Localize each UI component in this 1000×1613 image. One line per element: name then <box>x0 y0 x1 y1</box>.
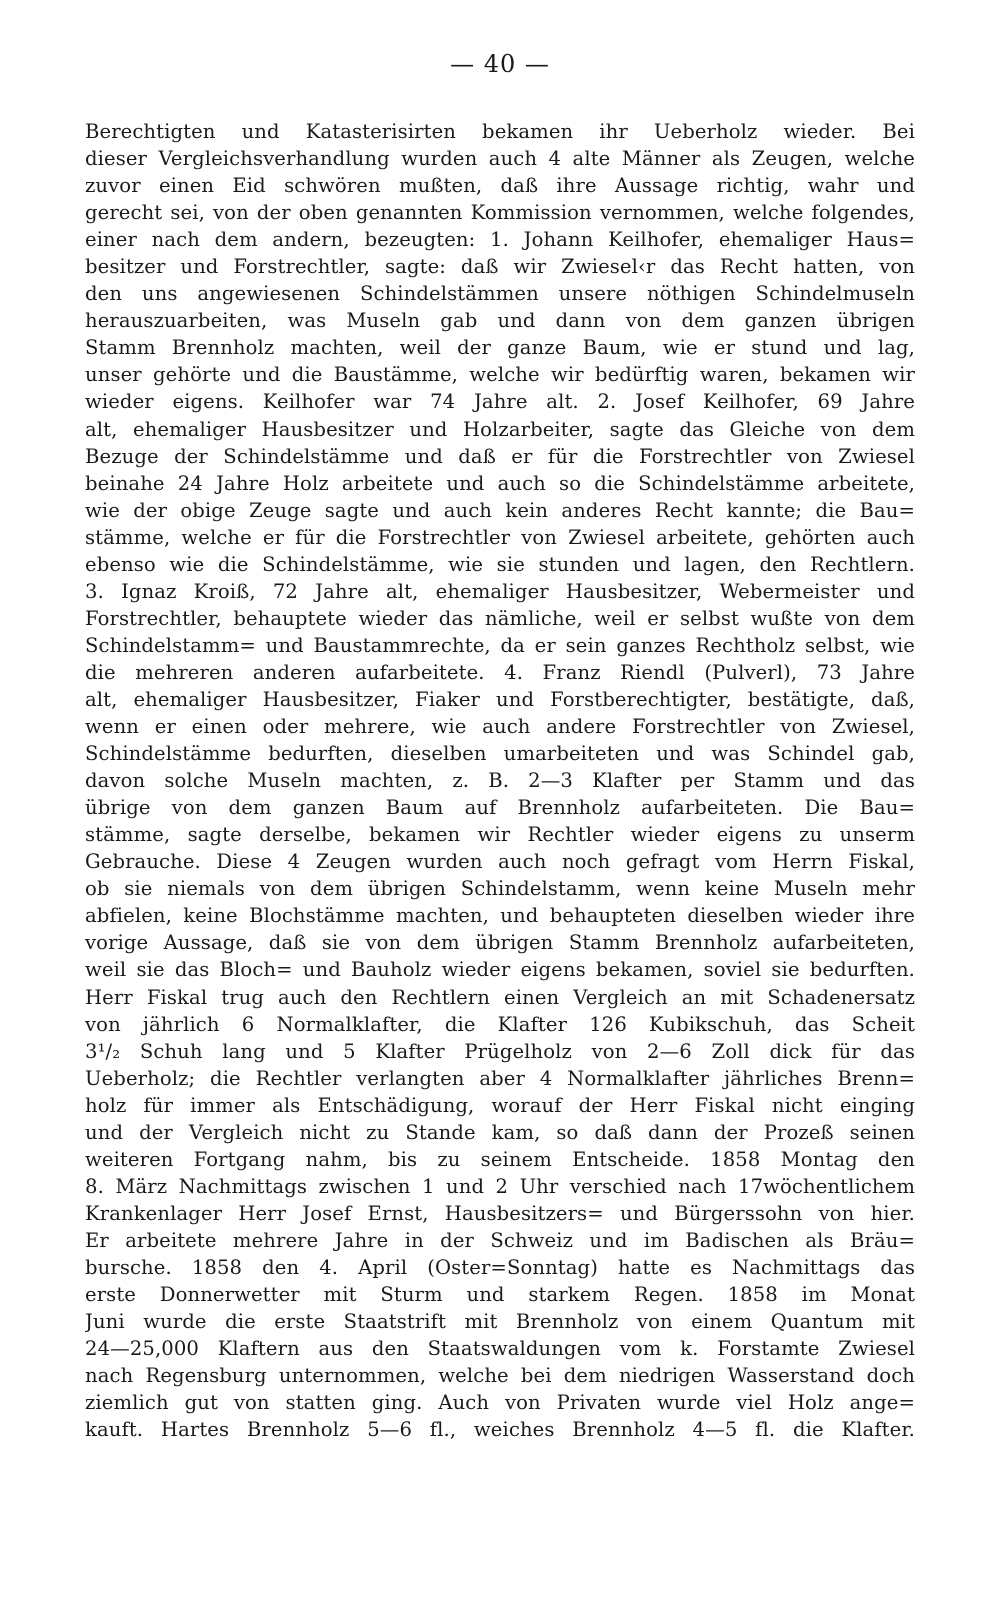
text-line: 3¹/₂ Schuh lang und 5 Klafter Prügelholz von 2—6 Zoll dick für das <box>85 1039 915 1063</box>
text-line: Ueberholz; die Rechtler verlangten aber 4 Normalklafter jährliches Brenn= <box>85 1066 915 1090</box>
text-line: alt, ehemaliger Hausbesitzer und Holzarbeiter, sagte das Gleiche von dem <box>85 417 915 441</box>
text-line: unser gehörte und die Baustämme, welche wir bedürftig waren, bekamen wir <box>85 363 915 387</box>
text-line: Forstrechtler, behauptete wieder das nämliche, weil er selbst wußte von dem <box>85 606 915 630</box>
text-line: 24—25,000 Klaftern aus den Staatswaldungen vom k. Forstamte Zwiesel <box>85 1337 915 1361</box>
text-line: bursche. 1858 den 4. April (Oster=Sonntag) hatte es Nachmittags das <box>85 1255 915 1279</box>
text-line: 3. Ignaz Kroiß, 72 Jahre alt, ehemaliger Hausbesitzer, Webermeister und <box>85 579 915 603</box>
text-line: wenn er einen oder mehrere, wie auch andere Forstrechtler von Zwiesel, <box>85 715 915 739</box>
text-line: Krankenlager Herr Josef Ernst, Hausbesitzers= und Bürgerssohn von hier. <box>85 1201 915 1225</box>
text-line: Berechtigten und Katasterisirten bekamen ihr Ueberholz wieder. Bei <box>85 120 915 143</box>
text-line: gerecht sei, von der oben genannten Kommission vernommen, welche folgendes, <box>85 201 915 225</box>
text-line: stämme, welche er für die Forstrechtler von Zwiesel arbeitete, gehörten auch <box>85 525 915 549</box>
text-line: die mehreren anderen aufarbeitete. 4. Franz Riendl (Pulverl), 73 Jahre <box>85 660 915 684</box>
text-line: holz für immer als Entschädigung, worauf der Herr Fiskal nicht einging <box>85 1093 915 1117</box>
text-line: Schindelstämme bedurften, dieselben umarbeiteten und was Schindel gab, <box>85 742 915 766</box>
text-line: zuvor einen Eid schwören mußten, daß ihre Aussage richtig, wahr und <box>85 174 915 198</box>
text-line: kauft. Hartes Brennholz 5—6 fl., weiches Brennholz 4—5 fl. die Klafter. <box>85 1418 915 1442</box>
text-line: vorige Aussage, daß sie von dem übrigen Stamm Brennholz aufarbeiteten, <box>85 931 915 955</box>
text-line: besitzer und Forstrechtler, sagte: daß wir Zwiesel‹r das Recht hatten, von <box>85 255 915 279</box>
text-line: 8. März Nachmittags zwischen 1 und 2 Uhr verschied nach 17wöchentlichem <box>85 1174 915 1198</box>
text-line: weiteren Fortgang nahm, bis zu seinem Entscheide. 1858 Montag den <box>85 1147 915 1171</box>
text-line: beinahe 24 Jahre Holz arbeitete und auch so die Schindelstämme arbeitete, <box>85 471 915 495</box>
body-text <box>85 118 915 1443</box>
text-line: Er arbeitete mehrere Jahre in der Schweiz und im Badischen als Bräu= <box>85 1228 915 1252</box>
text-line: alt, ehemaliger Hausbesitzer, Fiaker und Forstberechtigter, bestätigte, daß, <box>85 687 915 711</box>
text-line: den uns angewiesenen Schindelstämmen unsere nöthigen Schindelmuseln <box>85 282 915 306</box>
text-line: Juni wurde die erste Staatstrift mit Brennholz von einem Quantum mit <box>85 1310 915 1334</box>
text-line: Schindelstamm= und Baustammrechte, da er sein ganzes Rechtholz selbst, wie <box>85 633 915 657</box>
text-line: Bezuge der Schindelstämme und daß er für die Forstrechtler von Zwiesel <box>85 444 915 468</box>
text-line: von jährlich 6 Normalklafter, die Klafter 126 Kubikschuh, das Scheit <box>85 1012 915 1036</box>
page-number: — 40 — <box>450 50 550 78</box>
text-line: nach Regensburg unternommen, welche bei dem niedrigen Wasserstand doch <box>85 1364 915 1388</box>
text-line: Stamm Brennholz machten, weil der ganze Baum, wie er stund und lag, <box>85 336 915 360</box>
text-line: Herr Fiskal trug auch den Rechtlern einen Vergleich an mit Schadenersatz <box>85 985 915 1009</box>
text-line: wieder eigens. Keilhofer war 74 Jahre alt. 2. Josef Keilhofer, 69 Jahre <box>85 390 915 414</box>
text-line: stämme, sagte derselbe, bekamen wir Rechtler wieder eigens zu unserm <box>85 823 915 847</box>
text-line: ob sie niemals von dem übrigen Schindelstamm, wenn keine Museln mehr <box>85 877 915 901</box>
text-line: einer nach dem andern, bezeugten: 1. Johann Keilhofer, ehemaliger Haus= <box>85 228 915 252</box>
text-line: abfielen, keine Blochstämme machten, und behaupteten dieselben wieder ihre <box>85 904 915 928</box>
text-line: dieser Vergleichsverhandlung wurden auch 4 alte Männer als Zeugen, welche <box>85 147 915 171</box>
text-line: herauszuarbeiten, was Museln gab und dann von dem ganzen übrigen <box>85 309 915 333</box>
text-line: und der Vergleich nicht zu Stande kam, so daß dann der Prozeß seinen <box>85 1120 915 1144</box>
text-line: Gebrauche. Diese 4 Zeugen wurden auch noch gefragt vom Herrn Fiskal, <box>85 850 915 874</box>
text-line: ebenso wie die Schindelstämme, wie sie stunden und lagen, den Rechtlern. <box>85 552 915 576</box>
text-line: übrige von dem ganzen Baum auf Brennholz aufarbeiteten. Die Bau= <box>85 796 915 820</box>
text-line: weil sie das Bloch= und Bauholz wieder eigens bekamen, soviel sie bedurften. <box>85 958 915 982</box>
text-line: ziemlich gut von statten ging. Auch von Privaten wurde viel Holz ange= <box>85 1391 915 1415</box>
text-line: wie der obige Zeuge sagte und auch kein anderes Recht kannte; die Bau= <box>85 498 915 522</box>
text-line: erste Donnerwetter mit Sturm und starkem Regen. 1858 im Monat <box>85 1283 915 1307</box>
text-line: davon solche Museln machten, z. B. 2—3 Klafter per Stamm und das <box>85 769 915 793</box>
